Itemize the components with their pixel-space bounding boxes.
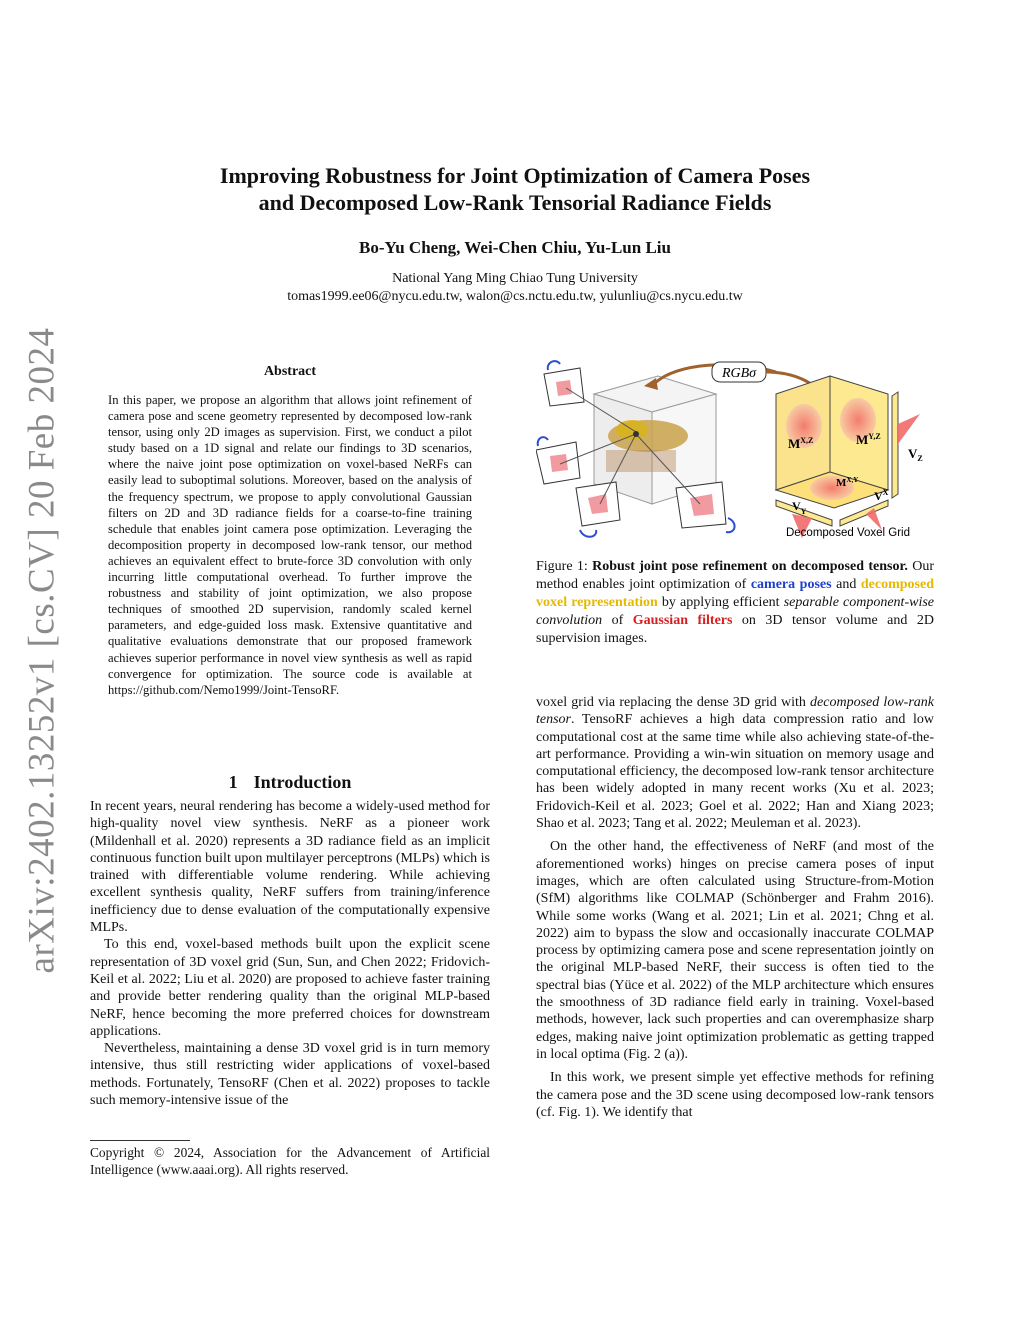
paragraph: On the other hand, the effectiveness of NeRF (and most of the aforementioned works) hinges on precise camera poses of input images, which are often calculated using Structure-from-Motion (SfM) algorithms like COLMAP (Schönberger and Frahm 2016). While some works (Wang et al. 2021; Lin et al. 2021; Chng et al. 2022) aim to bypass the slow and occasionally inaccurate COLMAP process by optimizing camera pose and scene representation jointly on the original MLP-based NeRF, their success is often tied to the spectral bias (Yüce et al. 2022) of the MLP architecture which ensures the smoothness of 3D radiance field early in training. Voxel-based methods, however, lack such properties and can overemphasize sharp edges, making naive joint optimization problematic as getting trapped in local optima (Fig. 2 (a)). <box>536 839 934 1062</box>
caption-bold: Robust joint pose refinement on decomposed tensor. <box>592 559 908 574</box>
footnote-rule <box>90 1140 190 1141</box>
caption-text: by applying efficient <box>657 595 784 610</box>
copyright-footnote: Copyright © 2024, Association for the Advancement of Artificial Intelligence (www.aaai.org). All rights reserved. <box>90 1145 490 1177</box>
camera-frustum-icon <box>536 437 580 484</box>
camera-frustum-icon <box>676 482 735 532</box>
matrix-yz-label: $M^{Y,Z}$ <box>856 432 881 447</box>
caption-camera-poses: camera poses <box>750 577 832 592</box>
matrix-xz-label: $M^{X,Z}$ <box>788 436 814 451</box>
paragraph: Nevertheless, maintaining a dense 3D voxel grid is in turn memory intensive, thus still restricting wider applications of voxel-based methods. Fortunately, TensoRF (Chen et al. 2022) proposes to tackle such memory-intensive issue of the <box>90 1041 490 1109</box>
paragraph-text: voxel grid via replacing the dense 3D grid with <box>536 695 811 710</box>
title-line-1: Improving Robustness for Joint Optimization of Camera Poses <box>219 163 811 188</box>
arxiv-identifier-text: arXiv:2402.13252v1 [cs.CV] 20 Feb 2024 <box>21 327 63 973</box>
caption-text: and <box>831 577 861 592</box>
decomposed-voxel-grid <box>776 376 923 538</box>
caption-voxel-representation: decomposed voxel representation <box>536 577 934 610</box>
decomposed-voxel-grid-caption: Decomposed Voxel Grid <box>785 527 911 539</box>
abstract-text: In this paper, we propose an algorithm that allows joint refinement of camera pose and scene geometry represented by decomposed low-rank tensor, using only 2D images as supervision. First, we conduct a pilot study based on a 1D signal and relate our findings to 3D scenarios, where the naive joint pose optimization on voxel-based NeRFs can easily lead to suboptimal solutions. Moreover, based on the analysis of the frequency spectrum, we propose to apply convolutional Gaussian filters on 2D and 3D radiance fields for a coarse-to-fine training schedule that enables joint camera pose optimization. Leveraging the decomposition property in decomposed low-rank tensor, our method achieves an equivalent effect to brute-force 3D convolution with only incurring little computational overhead. To further improve the robustness and stability of joint optimization, we also propose techniques of smoothed 2D supervision, randomly scaled kernel parameters, and edge-guided loss mask. Extensive quantitative and qualitative evaluations demonstrate that our proposed framework achieves superior performance in novel view synthesis as well as rapid convergence for optimization. The source code is available at https://github.com/Nemo1999/Joint-TensoRF. <box>108 393 472 697</box>
right-column-body <box>536 694 934 1121</box>
authors: Bo-Yu Cheng, Wei-Chen Chiu, Yu-Lun Liu <box>359 238 671 257</box>
paragraph: In this work, we present simple yet effective methods for refining the camera pose and the 3D scene using decomposed low-rank tensors (cf. Fig. 1). We identify that <box>536 1070 934 1120</box>
section-number: 1 <box>228 772 238 792</box>
caption-italic: separable component-wise convolution <box>536 595 935 628</box>
figure-1-caption <box>536 558 934 648</box>
matrix-xy-label: $M^{X,Y}$ <box>836 476 859 489</box>
paragraph: To this end, voxel-based methods built upon the explicit scene representation of 3D voxel grid (Sun, Sun, and Chen 2022; Fridovich-Keil et al. 2022; Liu et al. 2020) are proposed to achieve faster training and provide better rendering quality than the original MLP-based NeRF, hence becoming the more preferred choices for downstream applications. <box>90 937 490 1039</box>
vector-z-label: $V_Z$ <box>908 446 923 463</box>
figure-1-illustration <box>536 354 936 550</box>
vector-x-label: $V^X$ <box>874 488 889 503</box>
paragraph: In recent years, neural rendering has become a widely-used method for high-quality novel view synthesis. NeRF as a pioneer work (Mildenhall et al. 2020) represents a 3D radiance field as an implicit continuous function built upon multilayer perceptrons (MLPs) which is trained with differentiable volume rendering. While achieving excellent synthesis quality, NeRF suffers from training/inference inefficiency due to dense evaluation of the computationally expensive MLPs. <box>90 799 490 936</box>
vector-z-bar <box>892 392 898 498</box>
caption-gaussian-filters: Gaussian filters <box>632 613 733 628</box>
figure-1 <box>536 354 936 550</box>
left-column-body <box>90 798 490 1109</box>
caption-text: of <box>602 613 633 628</box>
arxiv-identifier <box>8 327 76 973</box>
vector-y-label: $V_Y$ <box>792 499 807 516</box>
section-title: Introduction <box>253 772 352 792</box>
caption-prefix: Figure 1: <box>536 559 593 574</box>
paragraph-emphasis: decomposed low-rank tensor <box>536 695 934 728</box>
section-heading <box>90 772 490 793</box>
camera-frustum-icon <box>544 361 584 406</box>
camera-frustum-icon <box>576 482 620 537</box>
author-emails: tomas1999.ee06@nycu.edu.tw, walon@cs.nctu.edu.tw, yulunliu@cs.nycu.edu.tw <box>287 289 743 304</box>
caption-text: on 3D tensor volume and 2D supervision images. <box>536 613 934 646</box>
paper-title <box>130 162 900 216</box>
title-line-2: and Decomposed Low-Rank Tensorial Radiance Fields <box>258 190 772 215</box>
affiliation: National Yang Ming Chiao Tung University <box>392 271 638 286</box>
abstract-heading: Abstract <box>263 364 317 379</box>
paragraph-text: . TensoRF achieves a high data compression ratio and low computational cost at the same time while also achieving state-of-the-art performance. Providing a win-win situation on memory usage and computational efficiency, the decomposed low-rank tensor architecture has been widely adopted in many recent works (Xu et al. 2023; Fridovich-Keil et al. 2023; Goel et al. 2022; Han and Xiang 2023; Shao et al. 2023; Tang et al. 2022; Meuleman et al. 2023). <box>536 712 934 832</box>
caption-text: Our method enables joint optimization of <box>536 559 934 592</box>
rgb-sigma-label: RGBσ <box>721 366 757 381</box>
paragraph <box>536 694 934 832</box>
affiliation-block <box>130 270 900 306</box>
